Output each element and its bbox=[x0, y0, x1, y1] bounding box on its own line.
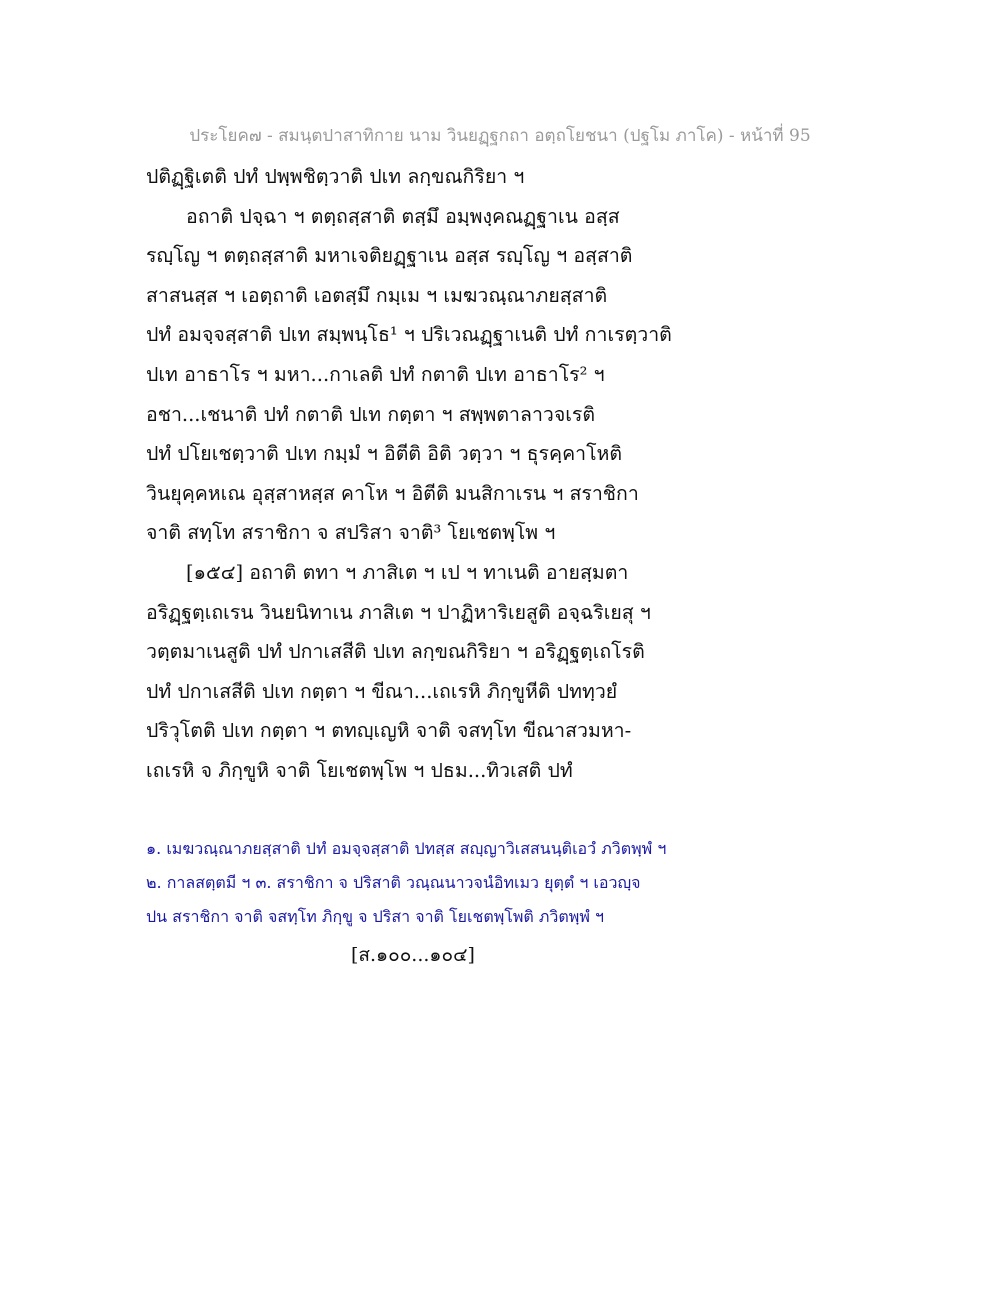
body-line: ปริวุโตติ ปเท กตฺตา ฯ ตทญฺเญหิ จาติ จสทฺโท ขีณาสวมหา- bbox=[146, 719, 632, 743]
body-line: ปทํ อมจฺจสฺสาติ ปเท สมฺพนฺโธ¹ ฯ ปริเวณฏฺฐาเนติ ปทํ กาเรตฺวาติ bbox=[146, 323, 672, 347]
body-line: วตฺตมาเนสูติ ปทํ ปกาเสสีติ ปเท ลกฺขณกิริยา ฯ อริฏฺฐตฺเถโรติ bbox=[146, 640, 645, 664]
footnote-line: ๑. เมฆวณฺณาภยสฺสาติ ปทํ อมจฺจสฺสาติ ปทสฺส สญฺญาวิเสสนนฺติเอวํ ภวิตพฺพํ ฯ bbox=[146, 839, 667, 858]
body-line: สาสนสฺส ฯ เอตฺถาติ เอตสฺมึ กมฺเม ฯ เมฆวณฺณาภยสฺสาติ bbox=[146, 283, 608, 307]
body-line: เถเรหิ จ ภิกฺขูหิ จาติ โยเชตพฺโพ ฯ ปธม...ทิวเสติ ปทํ bbox=[146, 758, 573, 782]
body-line: ปเท อาธาโร ฯ มหา...กาเลติ ปทํ กตาติ ปเท อาธาโร² ฯ bbox=[146, 362, 605, 386]
body-line: อริฏฺฐตฺเถเรน วินยนิทาเน ภาสิเต ฯ ปาฏิหาริเยสูติ อจฺฉริเยสุ ฯ bbox=[146, 600, 651, 624]
footnotes bbox=[146, 832, 866, 934]
body-line: อชา...เชนาติ ปทํ กตาติ ปเท กตฺตา ฯ สพฺพตาลาวจเรติ bbox=[146, 402, 596, 426]
body-line: จาติ สทฺโท สราชิกา จ สปริสา จาติ³ โยเชตพฺโพ ฯ bbox=[146, 521, 556, 545]
body-line: [๑๕๔] อถาติ ตทา ฯ ภาสิเต ฯ เป ฯ ทาเนติ อายสฺมตา bbox=[186, 560, 629, 584]
page-header: ประโยค๗ - สมนฺตปาสาทิกาย นาม วินยฏฺฐกถา อตฺถโยชนา (ปฐโม ภาโค) - หน้าที่ 95 bbox=[189, 126, 811, 146]
body-line: ปทํ ปกาเสสีติ ปเท กตฺตา ฯ ขีณา...เถเรหิ ภิกฺขูหีติ ปททฺวยํ bbox=[146, 679, 618, 703]
footnote-line: ๒. กาลสตฺตมี ฯ ๓. สราชิกา จ ปริสาติ วณฺณนาวจนํอิทเมว ยุตฺตํ ฯ เอวญฺจ bbox=[146, 873, 641, 892]
body-text bbox=[146, 157, 866, 791]
body-line: รญฺโญ ฯ ตตฺถสฺสาติ มหาเจติยฏฺฐาเน อสฺส รญฺโญ ฯ อสฺสาติ bbox=[146, 244, 633, 268]
body-line: อถาติ ปจฺฉา ฯ ตตฺถสฺสาติ ตสฺมึ อมฺพงฺคณฏฺฐาเน อสฺส bbox=[186, 204, 620, 228]
footnote-line: ปน สราชิกา จาติ จสทฺโท ภิกฺขู จ ปริสา จาติ โยเชตพฺโพติ ภวิตพฺพํ ฯ bbox=[146, 907, 604, 926]
body-line: ปทํ ปโยเชตฺวาติ ปเท กมฺมํ ฯ อิตีติ อิติ วตฺวา ฯ ธุรคฺคาโหติ bbox=[146, 442, 623, 466]
page-reference: [ส.๑๐๐...๑๐๔] bbox=[351, 944, 475, 966]
body-line: ปติฏฺฐิเตติ ปทํ ปพฺพชิตฺวาติ ปเท ลกฺขณกิริยา ฯ bbox=[146, 165, 525, 188]
body-line: วินยุคฺคหเณ อุสฺสาหสฺส คาโห ฯ อิตีติ มนสิกาเรน ฯ สราชิกา bbox=[146, 481, 639, 505]
